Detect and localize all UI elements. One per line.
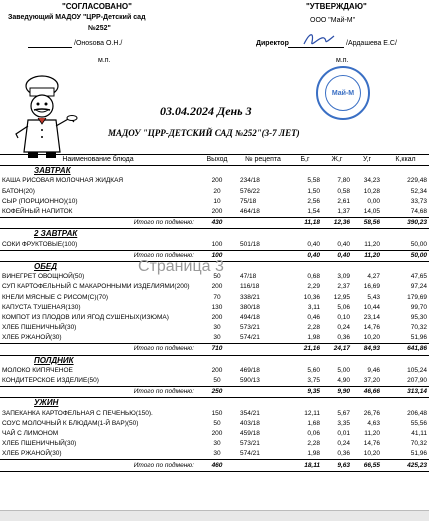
subtotal-cell: 24,17 — [322, 344, 352, 355]
table-cell: 55,56 — [410, 419, 427, 427]
table-cell: 41,11 — [411, 429, 427, 437]
table-row — [0, 439, 429, 449]
table-cell: 50,00 — [410, 240, 427, 248]
table-cell: 2,28 — [307, 324, 320, 332]
subtotal-label: Итого по подменю: — [0, 460, 196, 471]
table-cell: 37,20 — [363, 377, 380, 385]
table-cell: 5,06 — [337, 303, 350, 311]
right-signer-name: /Ардашева Е.С/ — [346, 40, 397, 47]
subtotal-cell: 313,14 — [382, 387, 429, 398]
table-cell: БАТОН(20) — [2, 187, 35, 195]
subtotal-row — [0, 218, 429, 229]
table-cell: 234/18 — [240, 177, 260, 185]
subtotal-cell: 710 — [196, 344, 238, 355]
table-cell: 50 — [213, 419, 221, 427]
table-cell: 459/18 — [240, 429, 260, 437]
subtotal-cell: 430 — [196, 218, 238, 229]
table-cell: 2,28 — [307, 440, 320, 448]
subtotal-label: Итого по подменю: — [0, 218, 196, 229]
subtotal-cell: 100 — [196, 250, 238, 261]
sheet-tabs-bar — [0, 510, 429, 521]
table-cell: 354/21 — [240, 409, 260, 417]
left-signer-name: /Онosова О.Н./ — [74, 40, 123, 47]
table-row — [0, 303, 429, 313]
table-cell: 4,27 — [367, 273, 380, 281]
table-cell: 14,76 — [363, 440, 380, 448]
table-cell: 573/21 — [240, 324, 260, 332]
table-cell: 30 — [213, 450, 221, 458]
table-cell: СОКИ ФРУКТОВЫЕ(100) — [2, 240, 78, 248]
menu-table — [0, 154, 429, 472]
subtotal-cell: 9,63 — [322, 460, 352, 471]
section-row — [0, 229, 429, 240]
table-cell: 130 — [211, 303, 223, 311]
table-cell: 75/18 — [240, 197, 257, 205]
table-row — [0, 366, 429, 376]
table-cell: 574/21 — [240, 450, 260, 458]
column-header: Б,г — [288, 155, 322, 166]
subtotal-cell: 21,16 — [288, 344, 322, 355]
company-stamp — [316, 66, 370, 120]
table-cell: ХЛЕБ ПШЕНИЧНЫЙ(30) — [2, 440, 77, 448]
table-cell: 0,36 — [337, 334, 350, 342]
table-cell: 0,24 — [337, 440, 350, 448]
subtotal-cell: 11,20 — [352, 250, 382, 261]
table-row — [0, 197, 429, 207]
table-cell: 23,14 — [363, 313, 380, 321]
table-cell: 9,46 — [367, 366, 380, 374]
table-cell: 3,35 — [337, 419, 350, 427]
table-row — [0, 207, 429, 218]
menu-date: 03.04.2024 День 3 — [160, 104, 252, 118]
table-row — [0, 240, 429, 251]
table-cell: 1,98 — [307, 450, 320, 458]
left-approval-line2: №252" — [88, 25, 111, 32]
table-cell: 47/18 — [240, 273, 257, 281]
table-cell: 10,44 — [363, 303, 380, 311]
table-cell: 30 — [213, 440, 221, 448]
subtotal-cell: 460 — [196, 460, 238, 471]
section-title: ЗАВТРАК — [34, 166, 71, 176]
table-cell: 1,54 — [307, 208, 320, 216]
table-cell: 11,20 — [364, 240, 380, 248]
table-cell: 0,36 — [337, 450, 350, 458]
table-row — [0, 313, 429, 323]
column-header: Ж,г — [322, 155, 352, 166]
table-cell: КОНДИТЕРСКОЕ ИЗДЕЛИЕ(50) — [2, 377, 99, 385]
table-row — [0, 419, 429, 429]
table-cell: 4,63 — [367, 419, 380, 427]
subtotal-cell: 84,93 — [352, 344, 382, 355]
subtotal-cell: 9,35 — [288, 387, 322, 398]
column-header: Выход — [196, 155, 238, 166]
subtotal-cell — [238, 344, 288, 355]
table-row — [0, 292, 429, 302]
right-organization: ООО "Май-М" — [310, 17, 356, 24]
table-cell: 10,20 — [363, 450, 380, 458]
table-cell: 338/21 — [240, 293, 260, 301]
table-cell: 576/22 — [240, 187, 260, 195]
table-cell: 573/21 — [240, 440, 260, 448]
table-cell: ВИНЕГРЕТ ОВОЩНОЙ(50) — [2, 273, 85, 281]
table-cell: 33,73 — [410, 197, 427, 205]
subtotal-cell: 425,23 — [382, 460, 429, 471]
table-cell: 116/18 — [240, 283, 260, 291]
right-stamp-place: м.п. — [336, 57, 349, 64]
school-name: МАДОУ "ЦРР-ДЕТСКИЙ САД №252"(3-7 ЛЕТ) — [108, 128, 300, 138]
table-cell: 10,28 — [363, 187, 380, 195]
table-cell: 1,50 — [307, 187, 320, 195]
table-cell: 10,20 — [363, 334, 380, 342]
table-cell: 469/18 — [240, 366, 260, 374]
section-row — [0, 398, 429, 409]
table-header-row — [0, 155, 429, 166]
table-cell: 200 — [211, 313, 223, 321]
table-cell: 20 — [213, 187, 221, 195]
table-cell: 5,43 — [367, 293, 380, 301]
table-cell: 403/18 — [240, 419, 260, 427]
section-title: УЖИН — [34, 398, 59, 408]
table-cell: 1,37 — [337, 208, 350, 216]
left-stamp-place: м.п. — [98, 57, 111, 64]
subtotal-cell: 66,55 — [352, 460, 382, 471]
left-approval-line1: Заведующий МАДОУ "ЦРР-Детский сад — [8, 14, 146, 21]
table-cell: 7,80 — [337, 177, 350, 185]
section-row — [0, 166, 429, 177]
subtotal-row — [0, 460, 429, 471]
table-cell: ХЛЕБ РЖАНОЙ(30) — [2, 334, 62, 342]
table-cell: 229,48 — [407, 177, 427, 185]
left-signature-line — [28, 38, 72, 48]
subtotal-cell — [238, 460, 288, 471]
page-watermark: Страница 3 — [138, 258, 224, 275]
table-cell: 70,32 — [410, 440, 427, 448]
table-cell: 200 — [211, 429, 223, 437]
subtotal-cell — [238, 218, 288, 229]
table-row — [0, 409, 429, 419]
table-cell: 207,90 — [407, 377, 427, 385]
table-cell: 200 — [211, 208, 223, 216]
table-cell: ХЛЕБ ПШЕНИЧНЫЙ(30) — [2, 324, 77, 332]
table-cell: 4,90 — [337, 377, 350, 385]
subtotal-cell: 58,56 — [352, 218, 382, 229]
table-cell: 14,76 — [363, 324, 380, 332]
table-cell: 70 — [213, 293, 221, 301]
table-cell: 105,24 — [407, 366, 427, 374]
right-approval-title: "УТВЕРЖДАЮ" — [306, 2, 367, 11]
table-cell: 1,68 — [307, 419, 320, 427]
table-cell: 150 — [211, 409, 223, 417]
table-cell: СУП КАРТОФЕЛЬНЫЙ С МАКАРОННЫМИ ИЗДЕЛИЯМИ(200) — [2, 283, 190, 291]
table-cell: 0,01 — [337, 429, 350, 437]
table-cell: 200 — [211, 366, 223, 374]
table-row — [0, 376, 429, 387]
table-cell: 26,76 — [363, 409, 380, 417]
subtotal-cell: 390,23 — [382, 218, 429, 229]
subtotal-cell: 46,66 — [352, 387, 382, 398]
table-cell: 0,24 — [337, 324, 350, 332]
column-header: Наименование блюда — [0, 155, 196, 166]
table-cell: 95,30 — [410, 313, 427, 321]
table-cell: 12,11 — [304, 409, 320, 417]
subtotal-cell: 18,11 — [288, 460, 322, 471]
table-cell: 0,10 — [337, 313, 350, 321]
table-cell: ЗАПЕКАНКА КАРТОФЕЛЬНАЯ С ПЕЧЕНЬЮ(150). — [2, 409, 153, 417]
table-cell: 100 — [211, 240, 223, 248]
subtotal-cell: 9,90 — [322, 387, 352, 398]
table-row — [0, 176, 429, 186]
table-cell: КОМПОТ ИЗ ПЛОДОВ ИЛИ ЯГОД СУШЕНЫХ(ИЗЮМА) — [2, 313, 169, 321]
table-cell: 501/18 — [240, 240, 260, 248]
subtotal-row — [0, 387, 429, 398]
table-cell: 10 — [213, 197, 221, 205]
table-cell: 34,23 — [363, 177, 380, 185]
table-cell: СОУС МОЛОЧНЫЙ К БЛЮДАМ(1-Й ВАР)(50) — [2, 419, 139, 427]
subtotal-label: Итого по подменю: — [0, 387, 196, 398]
table-cell: 464/18 — [240, 208, 260, 216]
table-cell: МОЛОКО КИПЯЧЕНОЕ — [2, 366, 73, 374]
table-row — [0, 449, 429, 460]
table-cell: 206,48 — [407, 409, 427, 417]
table-cell: 0,00 — [367, 197, 380, 205]
subtotal-cell: 11,18 — [288, 218, 322, 229]
table-cell: 97,24 — [410, 283, 427, 291]
table-cell: 30 — [213, 324, 221, 332]
table-row — [0, 282, 429, 292]
table-cell: 0,40 — [307, 240, 320, 248]
table-cell: 70,32 — [410, 324, 427, 332]
table-cell: 2,56 — [307, 197, 320, 205]
table-cell: 2,61 — [337, 197, 350, 205]
column-header: У,г — [352, 155, 382, 166]
table-cell: 10,36 — [303, 293, 320, 301]
subtotal-cell: 641,86 — [382, 344, 429, 355]
table-cell: 5,67 — [337, 409, 350, 417]
subtotal-label: Итого по подменю: — [0, 250, 196, 261]
column-header: № рецепта — [238, 155, 288, 166]
table-cell: 0,06 — [307, 429, 320, 437]
right-signer-role: Директор — [256, 40, 289, 47]
table-cell: 16,69 — [363, 283, 380, 291]
table-cell: 3,75 — [307, 377, 320, 385]
subtotal-label: Итого по подменю: — [0, 344, 196, 355]
table-row — [0, 323, 429, 333]
table-row — [0, 429, 429, 439]
table-cell: КАПУСТА ТУШЕНАЯ(130) — [2, 303, 81, 311]
signature-scribble-icon — [300, 30, 340, 50]
section-title: ОБЕД — [34, 261, 57, 271]
table-cell: 50 — [213, 273, 221, 281]
table-cell: 51,96 — [410, 450, 427, 458]
subtotal-cell: 0,40 — [288, 250, 322, 261]
table-row — [0, 187, 429, 197]
table-cell: 200 — [211, 283, 223, 291]
table-cell: 494/18 — [240, 313, 260, 321]
stamp-label: Май-М — [331, 89, 355, 97]
table-cell: ХЛЕБ РЖАНОЙ(30) — [2, 450, 62, 458]
table-cell: КАША РИСОВАЯ МОЛОЧНАЯ ЖИДКАЯ — [2, 177, 124, 185]
table-row — [0, 333, 429, 344]
table-cell: 5,60 — [307, 366, 320, 374]
table-cell: 0,58 — [337, 187, 350, 195]
table-cell: 380/18 — [240, 303, 260, 311]
chef-illustration-icon — [10, 72, 80, 160]
subtotal-row — [0, 344, 429, 355]
table-cell: КНЕЛИ МЯСНЫЕ С РИСОМ(С)(70) — [2, 293, 109, 301]
table-cell: 0,46 — [307, 313, 320, 321]
table-cell: 11,20 — [364, 429, 380, 437]
table-cell: 200 — [211, 177, 223, 185]
table-cell: 590/13 — [240, 377, 260, 385]
table-cell: 179,69 — [407, 293, 427, 301]
table-cell: 47,65 — [410, 273, 427, 281]
table-cell: 52,34 — [410, 187, 427, 195]
table-cell: 5,00 — [337, 366, 350, 374]
table-cell: 0,68 — [307, 273, 320, 281]
table-cell: 0,40 — [337, 240, 350, 248]
table-cell: 12,95 — [333, 293, 350, 301]
table-cell: 3,11 — [307, 303, 320, 311]
left-approval-title: "СОГЛАСОВАНО" — [62, 2, 132, 11]
table-cell: 2,37 — [337, 283, 350, 291]
subtotal-cell: 0,40 — [322, 250, 352, 261]
table-cell: 3,09 — [337, 273, 350, 281]
column-header: К,ккал — [382, 155, 429, 166]
table-cell: 30 — [213, 334, 221, 342]
table-cell: 5,58 — [307, 177, 320, 185]
table-cell: 2,29 — [307, 283, 320, 291]
table-cell: 1,98 — [307, 334, 320, 342]
subtotal-cell: 12,36 — [322, 218, 352, 229]
table-cell: 51,96 — [410, 334, 427, 342]
table-cell: СЫР (ПОРЦИОННО)(10) — [2, 197, 78, 205]
subtotal-cell — [238, 387, 288, 398]
table-cell: 50 — [213, 377, 221, 385]
subtotal-cell: 50,00 — [382, 250, 429, 261]
table-cell: 99,70 — [410, 303, 427, 311]
table-cell: 574/21 — [240, 334, 260, 342]
table-cell: 14,05 — [363, 208, 380, 216]
subtotal-cell — [238, 250, 288, 261]
section-title: ПОЛДНИК — [34, 355, 74, 365]
subtotal-cell: 250 — [196, 387, 238, 398]
table-cell: 74,68 — [410, 208, 427, 216]
table-cell: ЧАЙ С ЛИМОНОМ — [2, 429, 59, 437]
table-cell: КОФЕЙНЫЙ НАПИТОК — [2, 208, 73, 216]
section-title: 2 ЗАВТРАК — [34, 229, 78, 239]
section-row — [0, 355, 429, 366]
